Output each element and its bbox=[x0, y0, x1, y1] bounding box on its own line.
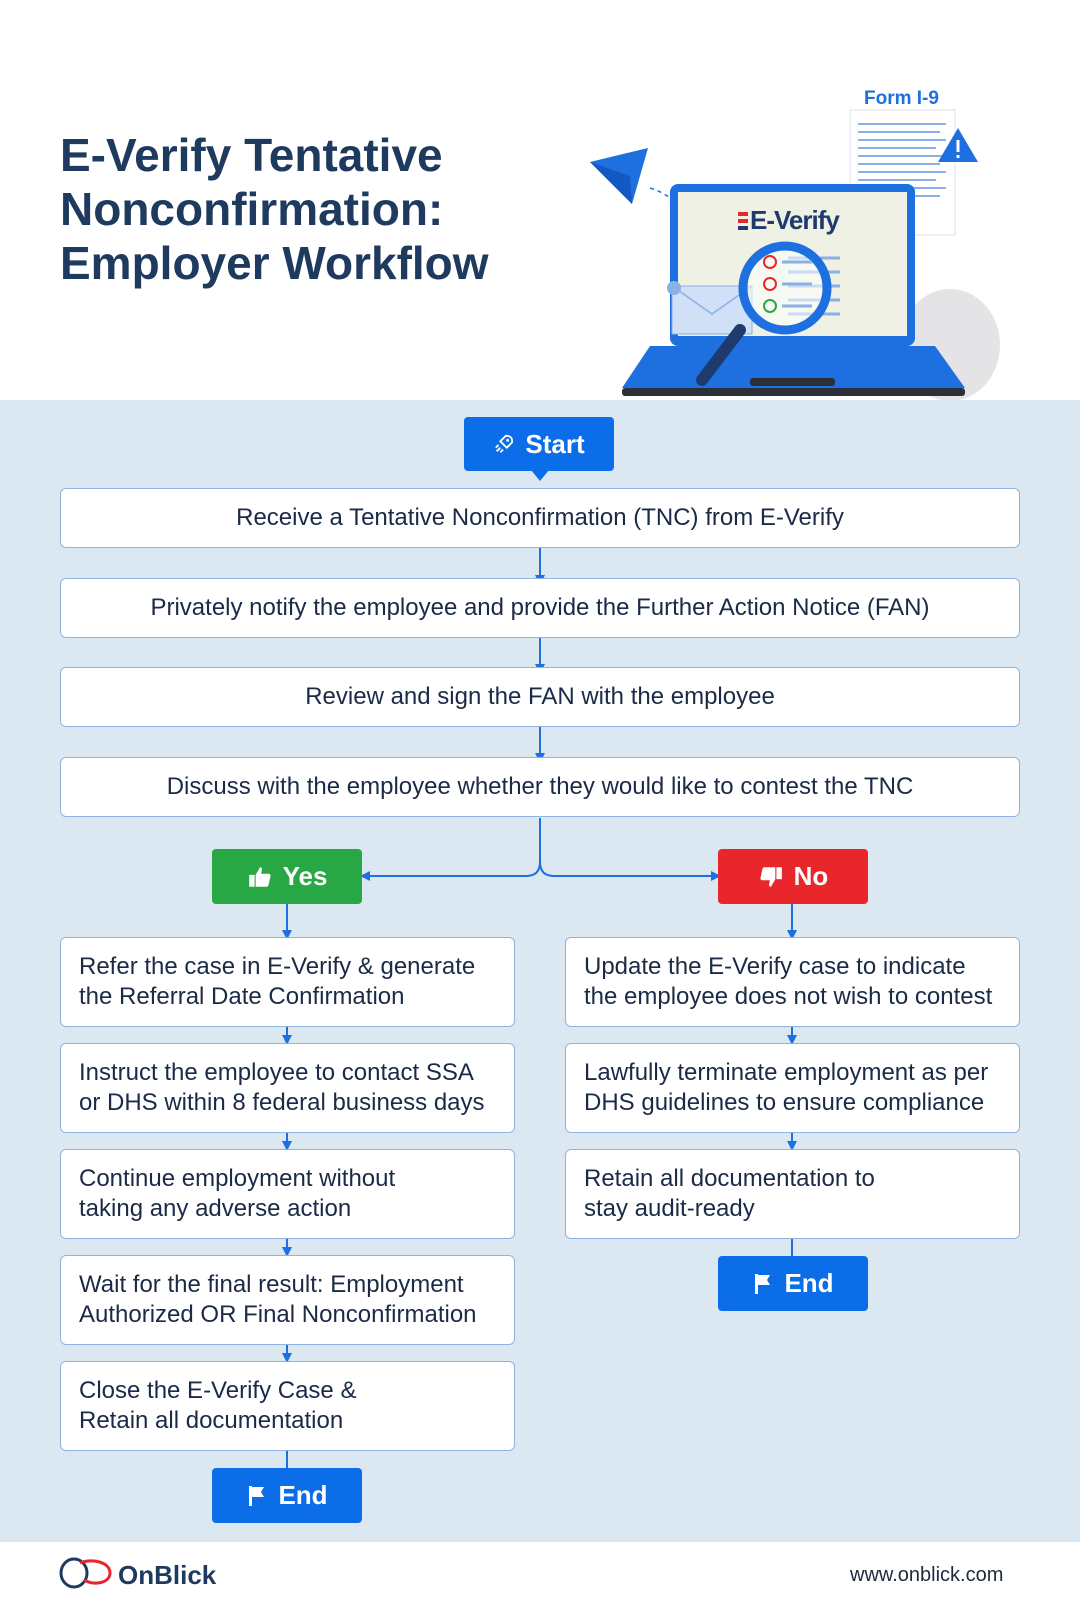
yes-decision bbox=[212, 849, 362, 904]
end-label: End bbox=[784, 1268, 834, 1298]
step-line: stay audit-ready bbox=[584, 1195, 755, 1222]
yes-step-close-case bbox=[60, 1361, 515, 1451]
end-label: End bbox=[278, 1480, 328, 1510]
step-line: Continue employment without bbox=[79, 1165, 396, 1192]
start-button bbox=[464, 417, 614, 471]
website-link[interactable]: www.onblick.com bbox=[850, 1564, 1004, 1586]
no-step-update-case bbox=[565, 937, 1020, 1027]
laptop-illustration bbox=[570, 80, 1000, 410]
thumbs-up-icon bbox=[247, 864, 273, 890]
step-receive-tnc bbox=[60, 488, 1020, 548]
yes-step-refer-case bbox=[60, 937, 515, 1027]
brand-name: OnBlick bbox=[118, 1560, 217, 1590]
step-line: Lawfully terminate employment as per bbox=[584, 1059, 989, 1086]
step-line: Instruct the employee to contact SSA bbox=[79, 1059, 474, 1086]
step-line: Refer the case in E-Verify & generate bbox=[79, 953, 476, 980]
step-line: or DHS within 8 federal business days bbox=[79, 1089, 485, 1116]
step-line: Wait for the final result: Employment bbox=[79, 1271, 464, 1298]
onblick-logo-icon bbox=[58, 1556, 114, 1590]
yes-end-button bbox=[212, 1468, 362, 1523]
thumbs-down-icon bbox=[758, 864, 784, 890]
step-line: the employee does not wish to contest bbox=[584, 983, 993, 1010]
no-decision bbox=[718, 849, 868, 904]
step-line: Close the E-Verify Case & bbox=[79, 1377, 357, 1404]
step-line: taking any adverse action bbox=[79, 1195, 352, 1222]
step-line: Authorized OR Final Nonconfirmation bbox=[79, 1301, 477, 1328]
flag-icon bbox=[752, 1272, 774, 1296]
no-step-terminate-employment bbox=[565, 1043, 1020, 1133]
title-line-1: E-Verify Tentative bbox=[60, 129, 443, 181]
step-review-fan bbox=[60, 667, 1020, 727]
step-text: Privately notify the employee and provide the Further Action Notice (FAN) bbox=[150, 594, 930, 621]
no-step-retain-documentation bbox=[565, 1149, 1020, 1239]
start-pointer bbox=[531, 470, 549, 482]
step-text: Receive a Tentative Nonconfirmation (TNC) from E-Verify bbox=[236, 504, 844, 531]
title-line-3: Employer Workflow bbox=[60, 237, 489, 289]
step-line: Update the E-Verify case to indicate bbox=[584, 953, 966, 980]
step-text: Review and sign the FAN with the employee bbox=[305, 683, 775, 710]
step-line: Retain all documentation to bbox=[584, 1165, 875, 1192]
step-line: Retain all documentation bbox=[79, 1407, 344, 1434]
yes-label: Yes bbox=[282, 861, 328, 891]
no-label: No bbox=[793, 861, 829, 891]
step-line: the Referral Date Confirmation bbox=[79, 983, 405, 1010]
page-title bbox=[60, 128, 580, 290]
e-verify-logo: E-Verify bbox=[750, 205, 839, 235]
flag-icon bbox=[246, 1484, 268, 1508]
yes-step-instruct-contact bbox=[60, 1043, 515, 1133]
form-i9-label: Form I-9 bbox=[864, 88, 939, 109]
paper-plane-icon bbox=[590, 148, 648, 204]
yes-step-wait-result bbox=[60, 1255, 515, 1345]
step-discuss-contest bbox=[60, 757, 1020, 817]
yes-step-continue-employment bbox=[60, 1149, 515, 1239]
step-text: Discuss with the employee whether they would like to contest the TNC bbox=[166, 773, 914, 800]
start-label: Start bbox=[525, 428, 585, 459]
rocket-icon bbox=[493, 433, 515, 455]
step-line: DHS guidelines to ensure compliance bbox=[584, 1089, 985, 1116]
step-notify-employee bbox=[60, 578, 1020, 638]
title-line-2: Nonconfirmation: bbox=[60, 183, 444, 235]
no-end-button bbox=[718, 1256, 868, 1311]
